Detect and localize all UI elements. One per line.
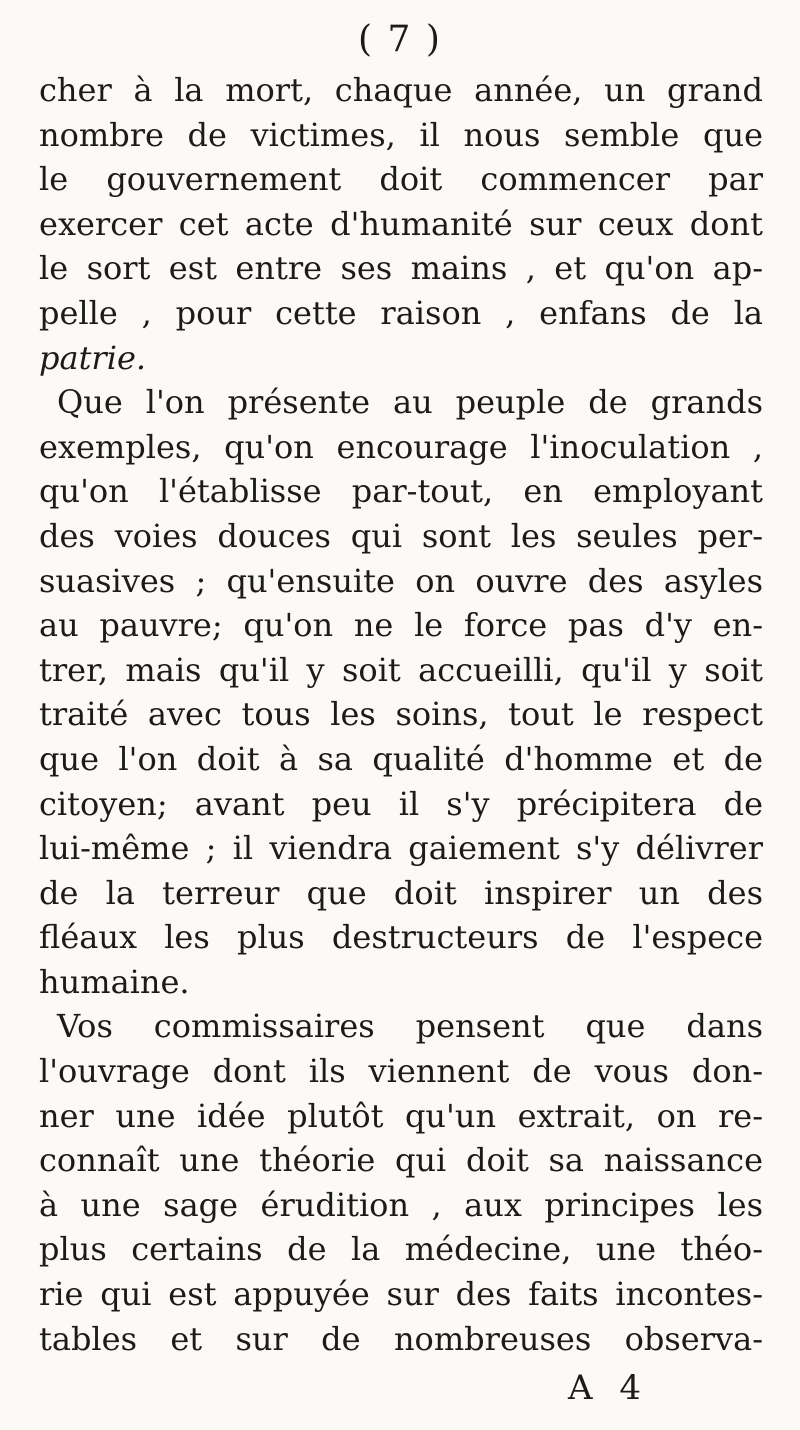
text-line: rie qui est appuyée sur des faits incontes-	[39, 1275, 763, 1314]
text-line: exercer cet acte d'humanité sur ceux dont	[39, 204, 763, 243]
text-line: des voies douces qui sont les seules per-	[39, 516, 763, 555]
text-line: trer, mais qu'il y soit accueilli, qu'il y soit	[39, 650, 763, 689]
text-line: l'ouvrage dont ils viennent de vous don-	[39, 1052, 763, 1091]
signature-mark: A 4	[568, 1368, 649, 1408]
text-line: suasives ; qu'ensuite on ouvre des asyles	[39, 561, 763, 600]
page-number: ( 7 )	[358, 19, 442, 60]
text-line: fléaux les plus destructeurs de l'espece	[39, 918, 763, 957]
text-line: patrie.	[39, 338, 147, 377]
body-text	[39, 68, 763, 1361]
text-line: tables et sur de nombreuses observa-	[39, 1319, 763, 1358]
text-line: ner une idée plutôt qu'un extrait, on re-	[39, 1096, 763, 1135]
text-line: le gouvernement doit commencer par	[39, 160, 763, 199]
text-line: nombre de victimes, il nous semble que	[39, 115, 763, 154]
text-line: que l'on doit à sa qualité d'homme et de	[39, 739, 763, 778]
text-line: connaît une théorie qui doit sa naissance	[39, 1141, 763, 1180]
text-line: Que l'on présente au peuple de grands	[57, 383, 763, 422]
text-line: humaine.	[39, 962, 190, 1001]
text-line: lui-même ; il viendra gaiement s'y délivrer	[39, 829, 763, 868]
text-line: à une sage érudition , aux principes les	[39, 1185, 763, 1224]
text-line: de la terreur que doit inspirer un des	[39, 873, 763, 912]
text-line: pelle , pour cette raison , enfans de la	[39, 293, 763, 332]
text-line: citoyen; avant peu il s'y précipitera de	[39, 784, 763, 823]
text-line: Vos commissaires pensent que dans	[57, 1007, 763, 1046]
text-line: au pauvre; qu'on ne le force pas d'y en-	[39, 606, 763, 645]
text-line: cher à la mort, chaque année, un grand	[39, 71, 763, 109]
text-line: le sort est entre ses mains , et qu'on ap-	[39, 249, 763, 288]
text-line: exemples, qu'on encourage l'inoculation ,	[39, 427, 763, 466]
text-line: qu'on l'établisse par-tout, en employant	[39, 472, 763, 511]
text-line: traité avec tous les soins, tout le respect	[39, 695, 763, 734]
text-line: plus certains de la médecine, une théo-	[39, 1230, 763, 1269]
